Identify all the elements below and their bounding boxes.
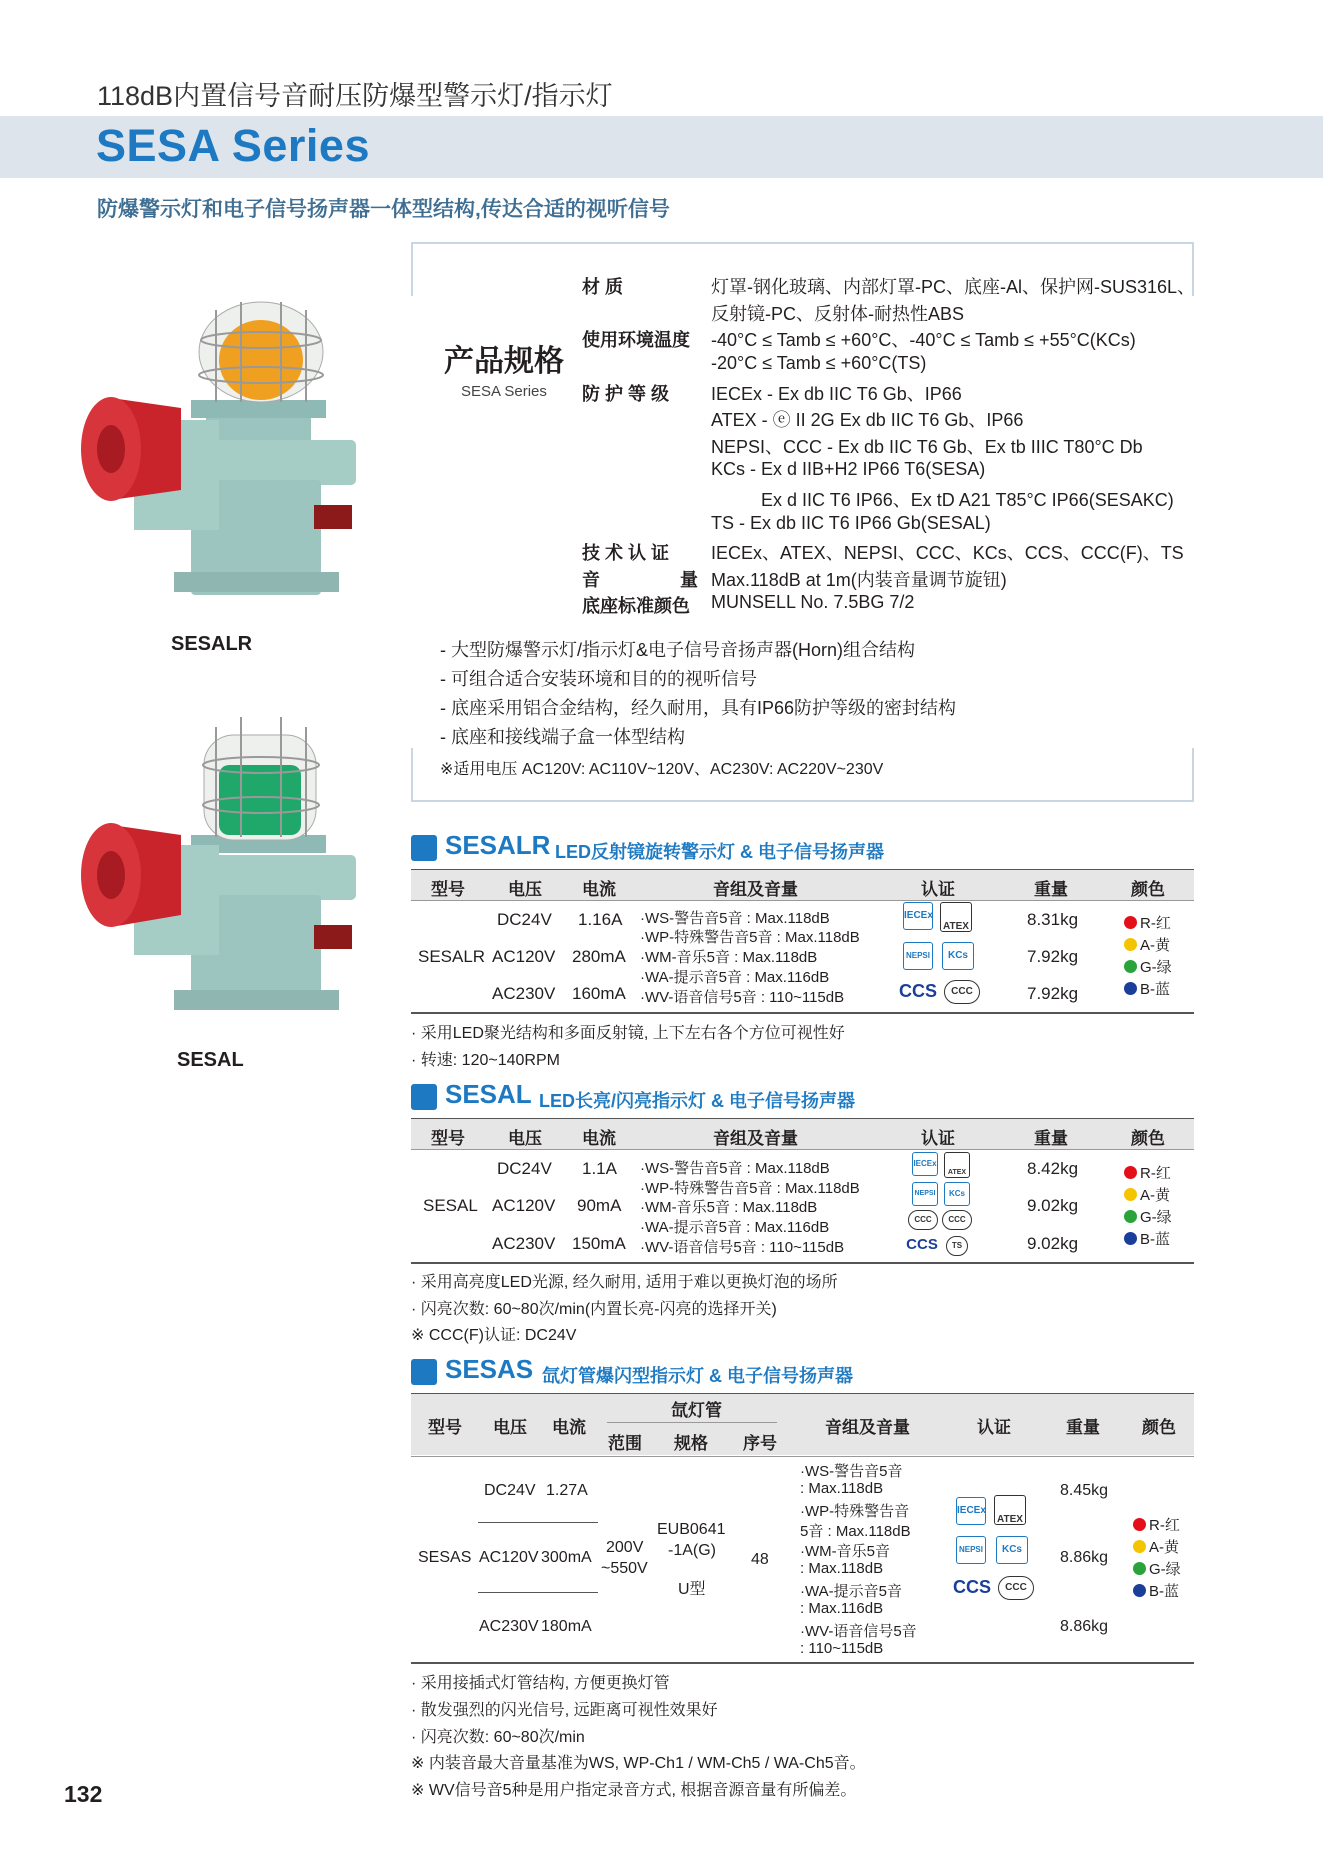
section-name: SESAS bbox=[445, 1354, 534, 1384]
iecex-logo: IECEx bbox=[956, 1497, 986, 1525]
ccs-logo: CCS bbox=[906, 1236, 938, 1253]
th-tube-spec: 规格 bbox=[674, 1434, 708, 1453]
th-color: 颜色 bbox=[1131, 1129, 1165, 1148]
page-number: 132 bbox=[64, 1781, 103, 1807]
cell-weight: 8.42kg bbox=[1027, 1159, 1079, 1178]
ccs-logo: CCS bbox=[898, 981, 937, 1001]
spec-value: IECEx - Ex db IIC T6 Gb、IP66 bbox=[711, 384, 962, 404]
cell-sound: : Max.116dB bbox=[800, 1600, 884, 1617]
cell-model: SESAS bbox=[418, 1549, 472, 1566]
cell-sound: : Max.118dB bbox=[800, 1560, 884, 1577]
cell-current: 180mA bbox=[541, 1618, 592, 1635]
voltage-note: ※适用电压 AC120V: AC110V~120V、AC230V: AC220V~230V bbox=[440, 761, 884, 778]
cell-model: SESALR bbox=[418, 947, 486, 966]
th-model: 型号 bbox=[431, 880, 465, 899]
cell-voltage: AC120V bbox=[492, 1196, 556, 1215]
note-item: · 散发强烈的闪光信号, 远距离可视性效果好 bbox=[411, 1702, 718, 1719]
cell-sound: ·WA-提示音5音 : Max.116dB bbox=[640, 1219, 830, 1236]
tube-seq: 48 bbox=[751, 1551, 769, 1568]
spec-value: 反射镜-PC、反射体-耐热性ABS bbox=[711, 304, 965, 324]
yellow-dot bbox=[1124, 938, 1137, 951]
spec-label-volume: 音 量 bbox=[582, 570, 699, 590]
feature-item: - 大型防爆警示灯/指示灯&电子信号音扬声器(Horn)组合结构 bbox=[440, 640, 916, 660]
cell-voltage: AC230V bbox=[492, 1234, 556, 1253]
spec-label-protection: 防 护 等 级 bbox=[582, 384, 670, 404]
red-dot bbox=[1124, 916, 1137, 929]
th-voltage: 电压 bbox=[508, 880, 542, 899]
nepsi-logo: NEPSI bbox=[912, 1182, 938, 1206]
cell-sound: : Max.118dB bbox=[800, 1480, 884, 1497]
th-cert: 认证 bbox=[921, 1129, 955, 1148]
tube-spec: EUB0641 bbox=[657, 1521, 726, 1538]
product-image-sesalr bbox=[56, 290, 386, 600]
table-header-sesalr bbox=[411, 869, 1194, 901]
series-title: SESA Series bbox=[96, 120, 370, 171]
feature-item: - 底座和接线端子盒一体型结构 bbox=[440, 727, 685, 747]
tube-range: ~550V bbox=[601, 1560, 648, 1577]
ccc-logo: CCC bbox=[908, 1210, 938, 1230]
kcs-logo: KCs bbox=[942, 942, 974, 970]
cell-weight: 7.92kg bbox=[1027, 984, 1079, 1003]
beacon-icon bbox=[411, 1084, 437, 1110]
cell-weight: 8.86kg bbox=[1060, 1549, 1109, 1566]
red-dot bbox=[1133, 1518, 1146, 1531]
cell-sound: ·WS-警告音5音 bbox=[800, 1463, 903, 1480]
th-voltage: 电压 bbox=[508, 1129, 542, 1148]
spec-value: Ex d IIC T6 IP66、Ex tD A21 T85°C IP66(SESAKC) bbox=[711, 490, 1174, 510]
note-item: ※ WV信号音5种是用户指定录音方式, 根据音源音量有所偏差。 bbox=[411, 1782, 857, 1799]
th-current: 电流 bbox=[552, 1418, 586, 1437]
cell-weight: 9.02kg bbox=[1027, 1196, 1079, 1215]
blue-dot bbox=[1124, 1232, 1137, 1245]
note-item: · 闪亮次数: 60~80次/min bbox=[411, 1729, 585, 1746]
cell-sound: ·WA-提示音5音 : Max.116dB bbox=[640, 969, 830, 986]
ccc-logo: CCC bbox=[998, 1576, 1034, 1600]
ts-logo: TS bbox=[946, 1236, 968, 1256]
th-sound: 音组及音量 bbox=[713, 880, 798, 899]
cell-voltage: DC24V bbox=[497, 1159, 552, 1178]
cell-sound: ·WM-音乐5音 : Max.118dB bbox=[640, 1199, 818, 1216]
color-option: B-蓝 bbox=[1124, 1228, 1170, 1249]
beacon-icon bbox=[411, 835, 437, 861]
cell-current: 1.16A bbox=[578, 910, 623, 929]
cell-current: 160mA bbox=[572, 984, 626, 1003]
spec-value: 灯罩-钢化玻璃、内部灯罩-PC、底座-Al、保护网-SUS316L、 bbox=[711, 277, 1196, 297]
th-model: 型号 bbox=[428, 1418, 462, 1437]
cell-current: 1.1A bbox=[582, 1159, 617, 1178]
color-option: G-绿 bbox=[1133, 1558, 1181, 1579]
color-option: G-绿 bbox=[1124, 1206, 1172, 1227]
spec-value: -40°C ≤ Tamb ≤ +60°C、-40°C ≤ Tamb ≤ +55°C(KCs) bbox=[711, 330, 1136, 350]
note-item: ※ 内装音最大音量基准为WS, WP-Ch1 / WM-Ch5 / WA-Ch5音。 bbox=[411, 1755, 866, 1772]
ccc-logo: CCC bbox=[944, 980, 980, 1004]
cell-sound: ·WV-语音信号5音 : 110~115dB bbox=[640, 989, 845, 1006]
atex-logo: ATEX bbox=[940, 902, 972, 932]
th-current: 电流 bbox=[582, 880, 616, 899]
atex-logo: ATEX bbox=[944, 1152, 970, 1178]
th-color: 颜色 bbox=[1131, 880, 1165, 899]
cell-voltage: AC120V bbox=[479, 1549, 539, 1566]
cell-voltage: AC120V bbox=[492, 947, 556, 966]
section-desc: LED反射镜旋转警示灯 & 电子信号扬声器 bbox=[555, 842, 884, 862]
spec-heading: 产品规格 bbox=[444, 345, 564, 378]
color-option: R-红 bbox=[1133, 1514, 1180, 1535]
blue-dot bbox=[1124, 982, 1137, 995]
cell-sound: ·WA-提示音5音 bbox=[800, 1583, 902, 1600]
spec-value: NEPSI、CCC - Ex db IIC T6 Gb、Ex tb IIIC T80°C Db bbox=[711, 437, 1143, 457]
color-option: R-红 bbox=[1124, 1162, 1171, 1183]
beacon-icon bbox=[411, 1359, 437, 1385]
cell-current: 300mA bbox=[541, 1549, 592, 1566]
cell-weight: 8.86kg bbox=[1060, 1618, 1109, 1635]
th-tube-range: 范围 bbox=[608, 1434, 642, 1453]
section-name: SESAL bbox=[445, 1079, 532, 1109]
cell-sound: ·WP-特殊警告音 bbox=[800, 1503, 910, 1520]
table-header-sesal bbox=[411, 1118, 1194, 1150]
ccs-logo: CCS bbox=[952, 1577, 991, 1597]
cell-voltage: AC230V bbox=[492, 984, 556, 1003]
catalog-heading: 118dB内置信号音耐压防爆型警示灯/指示灯 bbox=[97, 81, 613, 111]
color-option: A-黄 bbox=[1124, 934, 1170, 955]
spec-label-base-color: 底座标准颜色 bbox=[582, 596, 690, 616]
th-color: 颜色 bbox=[1142, 1418, 1176, 1437]
nepsi-logo: NEPSI bbox=[956, 1536, 986, 1564]
signal-tower-illustration bbox=[81, 717, 356, 1010]
tube-spec: -1A(G) bbox=[668, 1542, 716, 1559]
th-sound: 音组及音量 bbox=[713, 1129, 798, 1148]
product-label-sesalr: SESALR bbox=[171, 633, 253, 655]
spec-value: MUNSELL No. 7.5BG 7/2 bbox=[711, 592, 915, 612]
feature-item: - 可组合适合安装环境和目的的视听信号 bbox=[440, 669, 757, 689]
cell-voltage: DC24V bbox=[497, 910, 552, 929]
cell-weight: 8.31kg bbox=[1027, 910, 1079, 929]
feature-item: - 底座采用铝合金结构，经久耐用，具有IP66防护等级的密封结构 bbox=[440, 698, 957, 718]
spec-label-certification: 技 术 认 证 bbox=[582, 543, 670, 563]
cell-voltage: DC24V bbox=[484, 1482, 536, 1499]
note-item: · 转速: 120~140RPM bbox=[411, 1052, 560, 1069]
yellow-dot bbox=[1124, 1188, 1137, 1201]
note-item: · 采用LED聚光结构和多面反射镜, 上下左右各个方位可视性好 bbox=[411, 1025, 845, 1042]
color-option: G-绿 bbox=[1124, 956, 1172, 977]
section-name: SESALR bbox=[445, 830, 551, 860]
color-option: A-黄 bbox=[1124, 1184, 1170, 1205]
note-item: ※ CCC(F)认证: DC24V bbox=[411, 1327, 577, 1344]
kcs-logo: KCs bbox=[944, 1182, 970, 1206]
cell-weight: 7.92kg bbox=[1027, 947, 1079, 966]
cell-sound: ·WS-警告音5音 : Max.118dB bbox=[640, 1160, 830, 1177]
yellow-dot bbox=[1133, 1540, 1146, 1553]
note-item: · 闪亮次数: 60~80次/min(内置长亮-闪亮的选择开关) bbox=[411, 1301, 777, 1318]
atex-logo: ATEX bbox=[994, 1495, 1026, 1525]
kcs-logo: KCs bbox=[996, 1536, 1028, 1564]
cell-sound: ·WM-音乐5音 bbox=[800, 1543, 890, 1560]
th-voltage: 电压 bbox=[493, 1418, 527, 1437]
th-cert: 认证 bbox=[921, 880, 955, 899]
th-current: 电流 bbox=[582, 1129, 616, 1148]
spec-heading-sub: SESA Series bbox=[461, 383, 547, 400]
lens bbox=[219, 765, 301, 835]
spec-label-temperature: 使用环境温度 bbox=[582, 330, 690, 350]
color-option: B-蓝 bbox=[1133, 1580, 1179, 1601]
cell-weight: 9.02kg bbox=[1027, 1234, 1079, 1253]
cell-sound: ·WP-特殊警告音5音 : Max.118dB bbox=[640, 1180, 860, 1197]
iecex-logo: IECEx bbox=[903, 902, 933, 930]
cell-sound: ·WV-语音信号5音 : 110~115dB bbox=[640, 1239, 845, 1256]
series-subtitle: 防爆警示灯和电子信号扬声器一体型结构,传达合适的视听信号 bbox=[97, 198, 670, 221]
section-desc: LED长亮/闪亮指示灯 & 电子信号扬声器 bbox=[539, 1091, 856, 1111]
th-tube-seq: 序号 bbox=[743, 1434, 777, 1453]
green-dot bbox=[1124, 1210, 1137, 1223]
green-dot bbox=[1133, 1562, 1146, 1575]
spec-value: KCs - Ex d IIB+H2 IP66 T6(SESA) bbox=[711, 459, 986, 479]
cell-current: 280mA bbox=[572, 947, 626, 966]
note-item: · 采用接插式灯管结构, 方便更换灯管 bbox=[411, 1675, 670, 1692]
cell-model: SESAL bbox=[423, 1196, 478, 1215]
cell-weight: 8.45kg bbox=[1060, 1482, 1109, 1499]
th-tube: 氙灯管 bbox=[671, 1401, 722, 1420]
spec-value: ATEX - ⓔ II 2G Ex db IIC T6 Gb、IP66 bbox=[711, 410, 1024, 430]
spec-label-material: 材 质 bbox=[582, 277, 624, 297]
spec-value: TS - Ex db IIC T6 IP66 Gb(SESAL) bbox=[711, 513, 991, 533]
red-dot bbox=[1124, 1166, 1137, 1179]
cell-voltage: AC230V bbox=[479, 1618, 539, 1635]
spec-value: -20°C ≤ Tamb ≤ +60°C(TS) bbox=[711, 353, 927, 373]
color-option: A-黄 bbox=[1133, 1536, 1179, 1557]
table-header-sesas bbox=[411, 1393, 1194, 1455]
color-option: B-蓝 bbox=[1124, 978, 1170, 999]
th-weight: 重量 bbox=[1034, 880, 1068, 899]
cell-sound: 5音 : Max.118dB bbox=[800, 1523, 911, 1540]
th-weight: 重量 bbox=[1066, 1418, 1100, 1437]
cell-current: 90mA bbox=[577, 1196, 622, 1215]
tube-spec: U型 bbox=[678, 1581, 706, 1598]
iecex-logo: IECEx bbox=[912, 1152, 938, 1176]
product-image-sesal bbox=[56, 705, 386, 1015]
cell-sound: ·WP-特殊警告音5音 : Max.118dB bbox=[640, 929, 860, 946]
cell-sound: ·WV-语音信号5音 bbox=[800, 1623, 917, 1640]
blue-dot bbox=[1133, 1584, 1146, 1597]
th-weight: 重量 bbox=[1034, 1129, 1068, 1148]
cell-current: 150mA bbox=[572, 1234, 626, 1253]
product-label-sesal: SESAL bbox=[177, 1049, 244, 1071]
nepsi-logo: NEPSI bbox=[903, 942, 933, 970]
th-cert: 认证 bbox=[977, 1418, 1011, 1437]
cell-sound: ·WS-警告音5音 : Max.118dB bbox=[640, 910, 830, 927]
section-desc: 氙灯管爆闪型指示灯 & 电子信号扬声器 bbox=[542, 1366, 853, 1386]
cell-current: 1.27A bbox=[546, 1482, 588, 1499]
spec-value: Max.118dB at 1m(内装音量调节旋钮) bbox=[711, 570, 1007, 590]
signal-tower-illustration bbox=[81, 302, 356, 595]
th-sound: 音组及音量 bbox=[825, 1418, 910, 1437]
green-dot bbox=[1124, 960, 1137, 973]
cell-sound: ·WM-音乐5音 : Max.118dB bbox=[640, 949, 818, 966]
tube-range: 200V bbox=[606, 1539, 644, 1556]
color-option: R-红 bbox=[1124, 912, 1171, 933]
th-model: 型号 bbox=[431, 1129, 465, 1148]
note-item: · 采用高亮度LED光源, 经久耐用, 适用于难以更换灯泡的场所 bbox=[411, 1274, 838, 1291]
spec-value: IECEx、ATEX、NEPSI、CCC、KCs、CCS、CCC(F)、TS bbox=[711, 543, 1184, 563]
ccc-f-logo: CCC bbox=[942, 1210, 972, 1230]
cell-sound: : 110~115dB bbox=[800, 1640, 884, 1657]
